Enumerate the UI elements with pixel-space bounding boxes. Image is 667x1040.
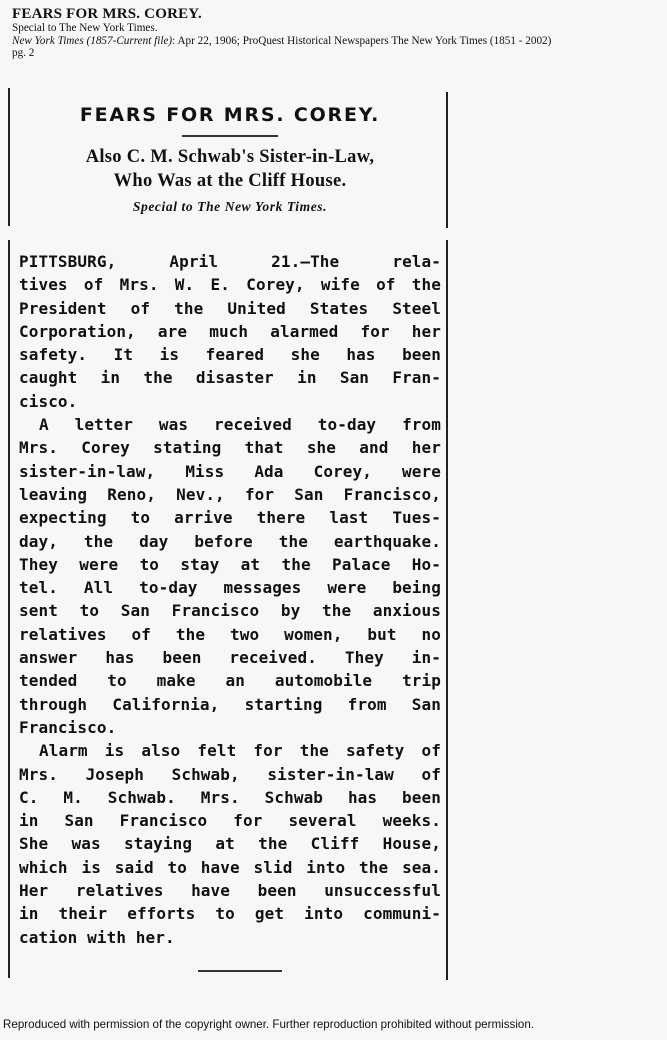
header-special: Special to The New York Times. (12, 22, 158, 34)
article-body-line: through California, starting from San (19, 694, 441, 714)
article-body-line: They were to stay at the Palace Ho- (19, 554, 441, 574)
article-body-line: PITTSBURG, April 21.—The rela- (19, 252, 441, 271)
article-body-line: day, the day before the earthquake. (19, 531, 441, 551)
header-source (12, 35, 662, 48)
article-body-line: in their efforts to get into communi- (19, 904, 441, 924)
article-body-line: leaving Reno, Nev., for San Francisco, (19, 484, 441, 504)
header-page: pg. 2 (12, 47, 35, 59)
article-body-line: President of the United States Steel (19, 298, 441, 318)
article-body-line: Francisco. (19, 717, 117, 737)
article-special-line: Special to The New York Times. (132, 199, 328, 214)
article-body-line: Mrs. Corey stating that she and her (19, 438, 441, 458)
article-headline: FEARS FOR MRS. COREY. (79, 104, 381, 126)
article-body (19, 250, 441, 949)
article-deck-line-2: Who Was at the Cliff House. (113, 171, 347, 191)
article-body-line: caught in the disaster in San Fran- (19, 368, 441, 388)
header-title: FEARS FOR MRS. COREY. (12, 6, 202, 22)
article-body-line: She was staying at the Cliff House, (19, 834, 441, 854)
article-body-line: cation with her. (19, 927, 175, 947)
article-body-line: safety. It is feared she has been (19, 345, 441, 365)
column-rule-left-top (8, 88, 10, 226)
article-body-line: sister-in-law, Miss Ada Corey, were (19, 461, 441, 481)
article-body-line: cisco. (19, 391, 78, 411)
column-rule-right-top (446, 92, 448, 228)
article-body-line: Mrs. Joseph Schwab, sister-in-law of (19, 764, 441, 784)
article-body-line: Alarm is also felt for the safety of (39, 741, 441, 761)
article-body-line: C. M. Schwab. Mrs. Schwab has been (19, 787, 441, 807)
article-body-line: Her relatives have been unsuccessful (19, 881, 441, 901)
article-deck-line-1: Also C. M. Schwab's Sister-in-Law, (85, 147, 375, 167)
article-body-line: tives of Mrs. W. E. Corey, wife of the (19, 275, 441, 295)
article-body-line: relatives of the two women, but no (19, 624, 441, 644)
document-header (12, 6, 662, 60)
article-body-line: tel. All to-day messages were being (19, 578, 441, 598)
article-body-line: expecting to arrive there last Tues- (19, 508, 441, 528)
article-body-line: which is said to have slid into the sea. (19, 857, 441, 877)
header-source-publication: New York Times (1857-Current file) (12, 34, 173, 47)
article-body-line: sent to San Francisco by the anxious (19, 601, 441, 621)
article-body-line: Corporation, are much alarmed for her (19, 321, 441, 341)
article-body-line: A letter was received to-day from (39, 415, 441, 435)
article-body-line: tended to make an automobile trip (19, 671, 441, 691)
article-headline-block (18, 92, 442, 215)
column-rule-right-body (446, 240, 448, 980)
article-body-line: answer has been received. They in- (19, 648, 441, 668)
copyright-notice: Reproduced with permission of the copyright owner. Further reproduction prohibited without permission. (3, 1018, 535, 1031)
header-source-details: : Apr 22, 1906; ProQuest Historical Newspapers The New York Times (1851 - 2002) (172, 34, 552, 47)
headline-rule (182, 135, 278, 137)
article-body-line: in San Francisco for several weeks. (19, 811, 441, 831)
article-end-rule (198, 970, 282, 972)
column-rule-left-body (8, 240, 10, 978)
